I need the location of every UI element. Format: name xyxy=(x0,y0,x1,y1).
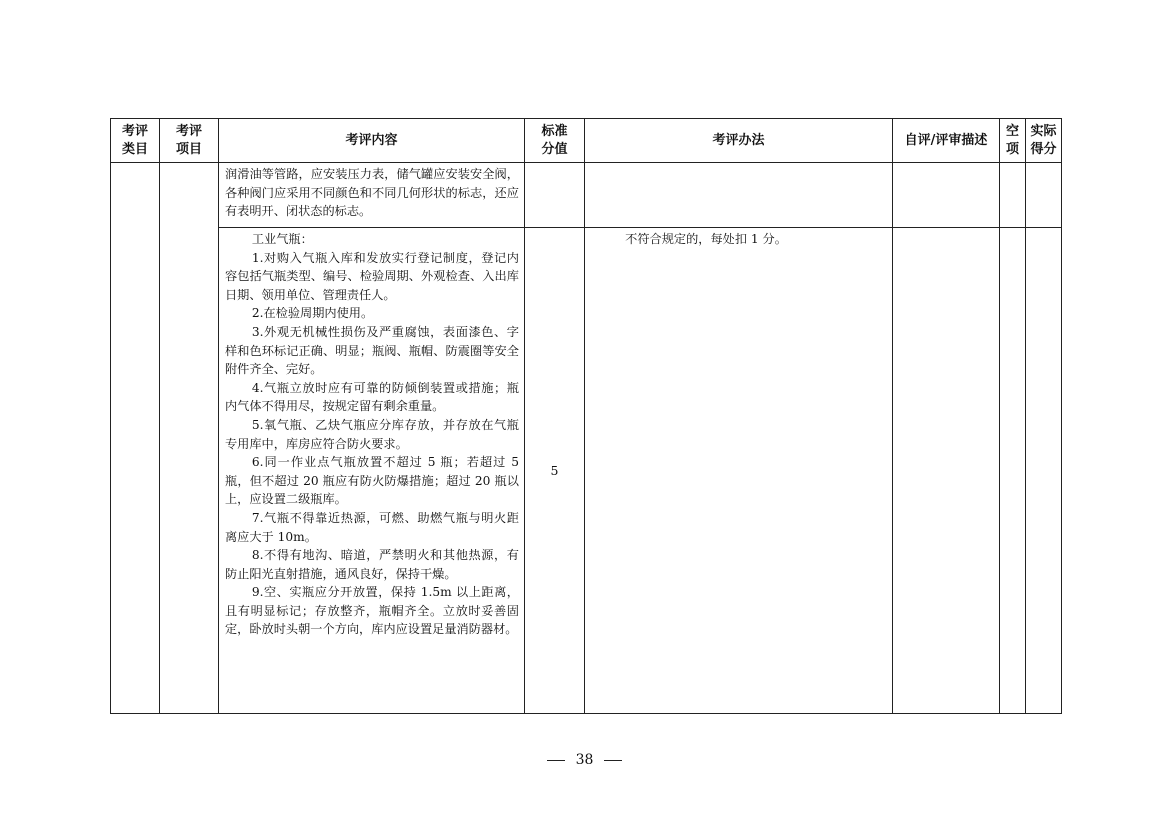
content-text: 润滑油等管路，应安装压力表，储气罐应安装安全阀，各种阀门应采用不同颜色和不同几何形状的标志，还应有表明开、闭状态的标志。 xyxy=(225,167,519,219)
header-blank: 空 项 xyxy=(1000,119,1026,163)
footer-dash-right xyxy=(604,760,622,761)
evaluation-table xyxy=(110,118,1062,714)
method-cell xyxy=(585,163,893,228)
category-cell xyxy=(111,163,160,714)
item-cell xyxy=(160,163,219,714)
table-row xyxy=(111,163,1062,228)
footer-dash-left xyxy=(547,760,565,761)
list-item: 3.外观无机械性损伤及严重腐蚀，表面漆色、字样和色环标记正确、明显；瓶阀、瓶帽、防震圈等安全附件齐全、完好。 xyxy=(225,324,519,377)
list-item: 7.气瓶不得靠近热源，可燃、助燃气瓶与明火距离应大于 10m。 xyxy=(225,510,519,544)
standard-score-value: 5 xyxy=(525,228,585,714)
header-content: 考评内容 xyxy=(219,119,525,163)
actual-score-cell xyxy=(1026,163,1062,228)
page-number: 38 xyxy=(575,752,594,768)
actual-score-cell xyxy=(1026,228,1062,714)
content-cell xyxy=(219,228,525,714)
list-item: 8.不得有地沟、暗道，严禁明火和其他热源，有防止阳光直射措施，通风良好，保持干燥。 xyxy=(225,548,519,581)
list-item: 9.空、实瓶应分开放置，保持 1.5m 以上距离，且有明显标记；存放整齐，瓶帽齐全。立放时妥善固定，卧放时头朝一个方向，库内应设置足量消防器材。 xyxy=(225,585,519,637)
list-item: 5.氧气瓶、乙炔气瓶应分库存放，并存放在气瓶专用库中，库房应符合防火要求。 xyxy=(225,417,519,451)
header-self-review: 自评/评审描述 xyxy=(893,119,1000,163)
header-method: 考评办法 xyxy=(585,119,893,163)
list-item: 4.气瓶立放时应有可靠的防倾倒装置或措施；瓶内气体不得用尽，按规定留有剩余重量。 xyxy=(225,380,519,414)
content-cell xyxy=(219,163,525,228)
header-actual-score: 实际 得分 xyxy=(1026,119,1062,163)
header-item: 考评 项目 xyxy=(160,119,219,163)
page-footer xyxy=(0,752,1169,768)
list-item: 6.同一作业点气瓶放置不超过 5 瓶；若超过 5 瓶，但不超过 20 瓶应有防火防爆措施；超过 20 瓶以上，应设置二级瓶库。 xyxy=(225,455,519,507)
header-row xyxy=(111,119,1062,163)
table-row xyxy=(111,228,1062,714)
list-item: 2.在检验周期内使用。 xyxy=(251,306,374,321)
method-text: 不符合规定的，每处扣 1 分。 xyxy=(625,232,787,246)
blank-cell xyxy=(1000,163,1026,228)
method-cell xyxy=(585,228,893,714)
score-cell xyxy=(525,163,585,228)
content-title: 工业气瓶： xyxy=(251,232,313,246)
header-standard-score: 标准 分值 xyxy=(525,119,585,163)
self-review-cell xyxy=(893,163,1000,228)
blank-cell xyxy=(1000,228,1026,714)
self-review-cell xyxy=(893,228,1000,714)
header-category: 考评 类目 xyxy=(111,119,160,163)
list-item: 1.对购入气瓶入库和发放实行登记制度，登记内容包括气瓶类型、编号、检验周期、外观检查、入出库日期、领用单位、管理责任人。 xyxy=(225,250,519,302)
